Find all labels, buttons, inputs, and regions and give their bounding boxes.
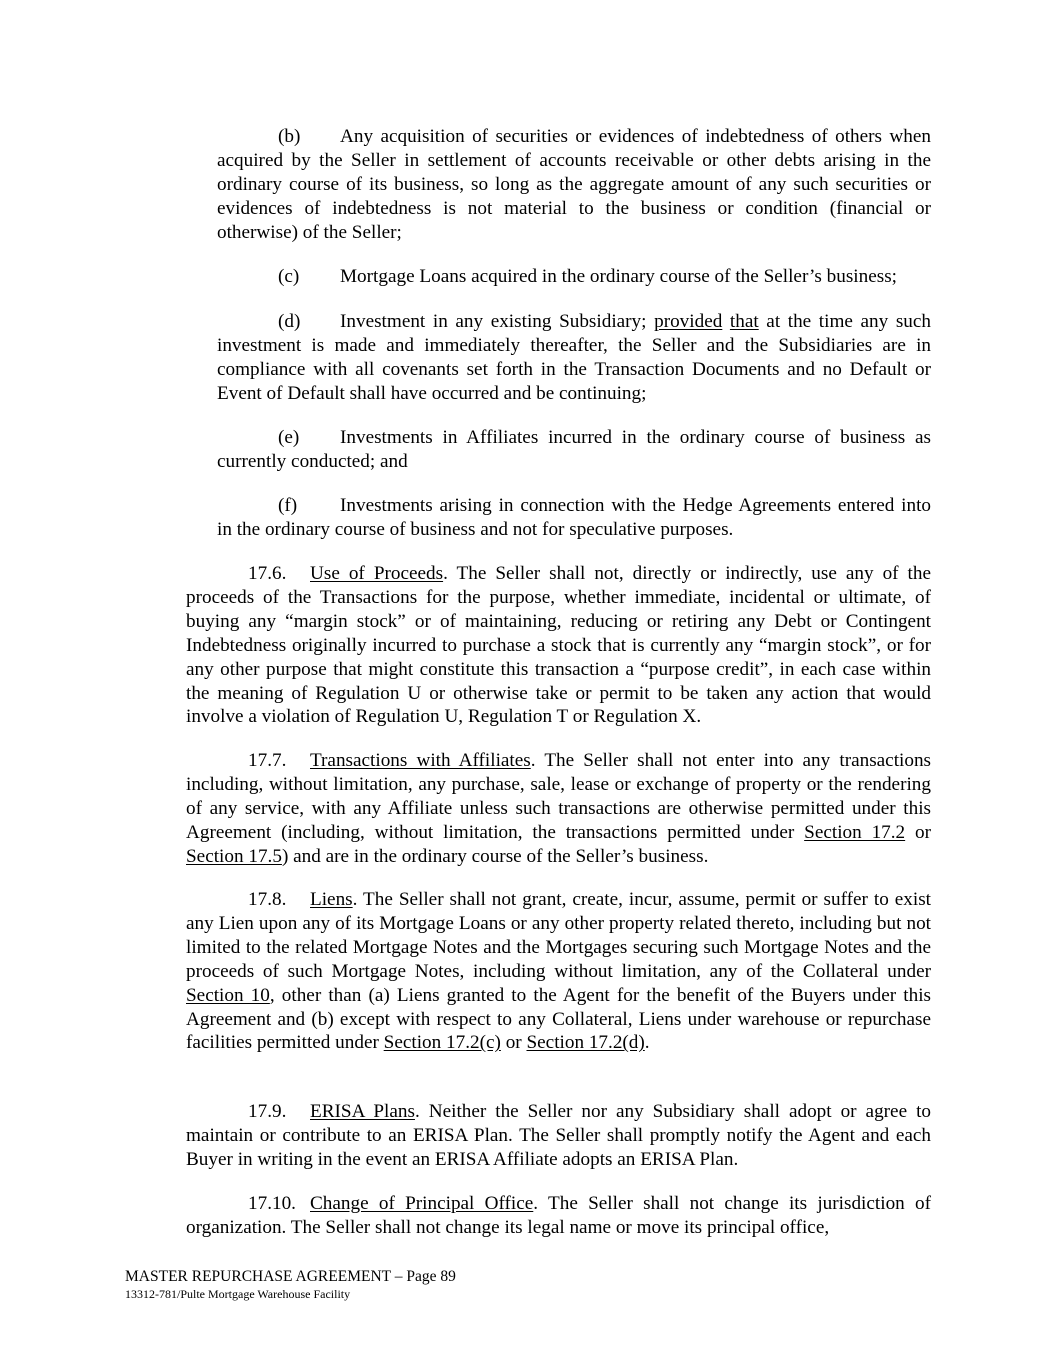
paragraph-text: Investments in Affiliates incurred in the ordinary course of business as currently conducted; and xyxy=(217,427,931,472)
defined-term-provided: provided xyxy=(654,311,723,332)
section-text: or xyxy=(500,1032,527,1054)
paragraph-d xyxy=(217,310,931,406)
paragraph-number: (e) xyxy=(278,427,300,448)
paragraph-text: Investment in any existing Subsidiary; xyxy=(340,311,655,332)
section-text: . The Seller shall not grant, create, incur, assume, permit or suffer to exist any Lien upon any of its Mortgage Loans or any other property related thereto, including but not limited to the related Mortgage Notes and the Mortgages securing such Mortgage Notes and the proceeds of such Mortgage Notes, including without limitation, any of the Collateral under xyxy=(186,889,931,982)
paragraph-number: (c) xyxy=(278,266,300,287)
cross-reference-link[interactable]: Section 17.5 xyxy=(186,845,282,867)
paragraph-f xyxy=(217,494,931,542)
section-number: 17.8. xyxy=(248,889,287,910)
defined-term-that: that xyxy=(729,311,759,332)
paragraph-c xyxy=(217,265,931,289)
section-17-10 xyxy=(186,1192,931,1240)
cross-reference-link[interactable]: Section 17.2(d) xyxy=(526,1032,645,1054)
section-17-7 xyxy=(186,749,931,869)
cross-reference-link[interactable]: Section 17.2(c) xyxy=(383,1032,501,1054)
footer-title: MASTER REPURCHASE AGREEMENT – Page 89 xyxy=(125,1268,456,1285)
section-text: or xyxy=(905,821,932,843)
cross-reference-link[interactable]: Section 10 xyxy=(186,984,270,1006)
section-text: . Neither the Seller nor any Subsidiary shall adopt or agree to maintain or contribute to an ERISA Plan. The Seller shall promptly notify the Agent and each Buyer in writing in the event an ERISA Affiliate adopts an ERISA Plan. xyxy=(186,1101,931,1170)
paragraph-number: (d) xyxy=(278,311,301,332)
paragraph-text: Any acquisition of securities or evidences of indebtedness of others when acquired by the Seller in settlement of accounts receivable or other debts arising in the ordinary course of its business, so long as the aggregate amount of any such securities or evidences of indebtedness is not material to the business or condition (financial or otherwise) of the Seller; xyxy=(217,126,931,243)
section-text: . The Seller shall not change its jurisdiction of organization. The Seller shall not change its legal name or move its principal office, xyxy=(186,1193,931,1238)
section-text: ) and are in the ordinary course of the Seller’s business. xyxy=(281,845,709,867)
paragraph-number: (b) xyxy=(278,126,301,147)
paragraph-text: Mortgage Loans acquired in the ordinary course of the Seller’s business; xyxy=(340,266,897,287)
section-number: 17.7. xyxy=(248,750,287,771)
section-text: , other than (a) Liens granted to the Agent for the benefit of the Buyers under this Agreement and (b) except with respect to any Collateral, Liens under warehouse or repurchase facilities permitted under xyxy=(186,984,931,1054)
section-heading: Liens xyxy=(310,889,353,910)
section-17-9 xyxy=(186,1100,931,1172)
paragraph-e xyxy=(217,426,931,474)
paragraph-text: at the time any such investment is made and immediately thereafter, the Seller and the Subsidiaries are in compliance with all covenants set forth in the Transaction Documents and no Default or Event of Default shall have occurred and be continuing; xyxy=(217,311,931,404)
section-17-8 xyxy=(186,888,931,1055)
paragraph-b xyxy=(217,125,931,245)
section-number: 17.9. xyxy=(248,1101,287,1122)
section-heading: Transactions with Affiliates xyxy=(310,750,531,771)
section-text: . The Seller shall not enter into any transactions including, without limitation, any purchase, sale, lease or exchange of property or the rendering of any service, with any Affiliate unless such transactions are otherwise permitted under this Agreement (including, without limitation, the transactions permitted under xyxy=(186,750,932,843)
section-heading: ERISA Plans xyxy=(310,1101,415,1122)
section-heading: Use of Proceeds xyxy=(310,563,444,584)
section-text: . xyxy=(644,1032,650,1054)
section-number: 17.6. xyxy=(248,563,287,584)
footer-reference: 13312-781/Pulte Mortgage Warehouse Facility xyxy=(125,1287,351,1301)
paragraph-number: (f) xyxy=(278,495,298,516)
section-17-6 xyxy=(186,562,931,729)
space xyxy=(722,311,730,332)
paragraph-text: Investments arising in connection with the Hedge Agreements entered into in the ordinary course of business and not for speculative purposes. xyxy=(217,495,931,540)
section-text: . The Seller shall not, directly or indirectly, use any of the proceeds of the Transactions for the purpose, whether immediate, incidental or ultimate, of buying any “margin stock” or of maintaining, reducing or retiring any Debt or Contingent Indebtedness originally incurred to purchase a stock that is currently any “margin stock”, or for any other purpose that might constitute this transaction a “purpose credit”, in each case within the meaning of Regulation U or otherwise take or permit to be taken any action that would involve a violation of Regulation U, Regulation T or Regulation X. xyxy=(186,563,931,728)
section-heading: Change of Principal Office xyxy=(310,1193,534,1214)
section-number: 17.10. xyxy=(248,1193,296,1214)
cross-reference-link[interactable]: Section 17.2 xyxy=(804,821,906,843)
